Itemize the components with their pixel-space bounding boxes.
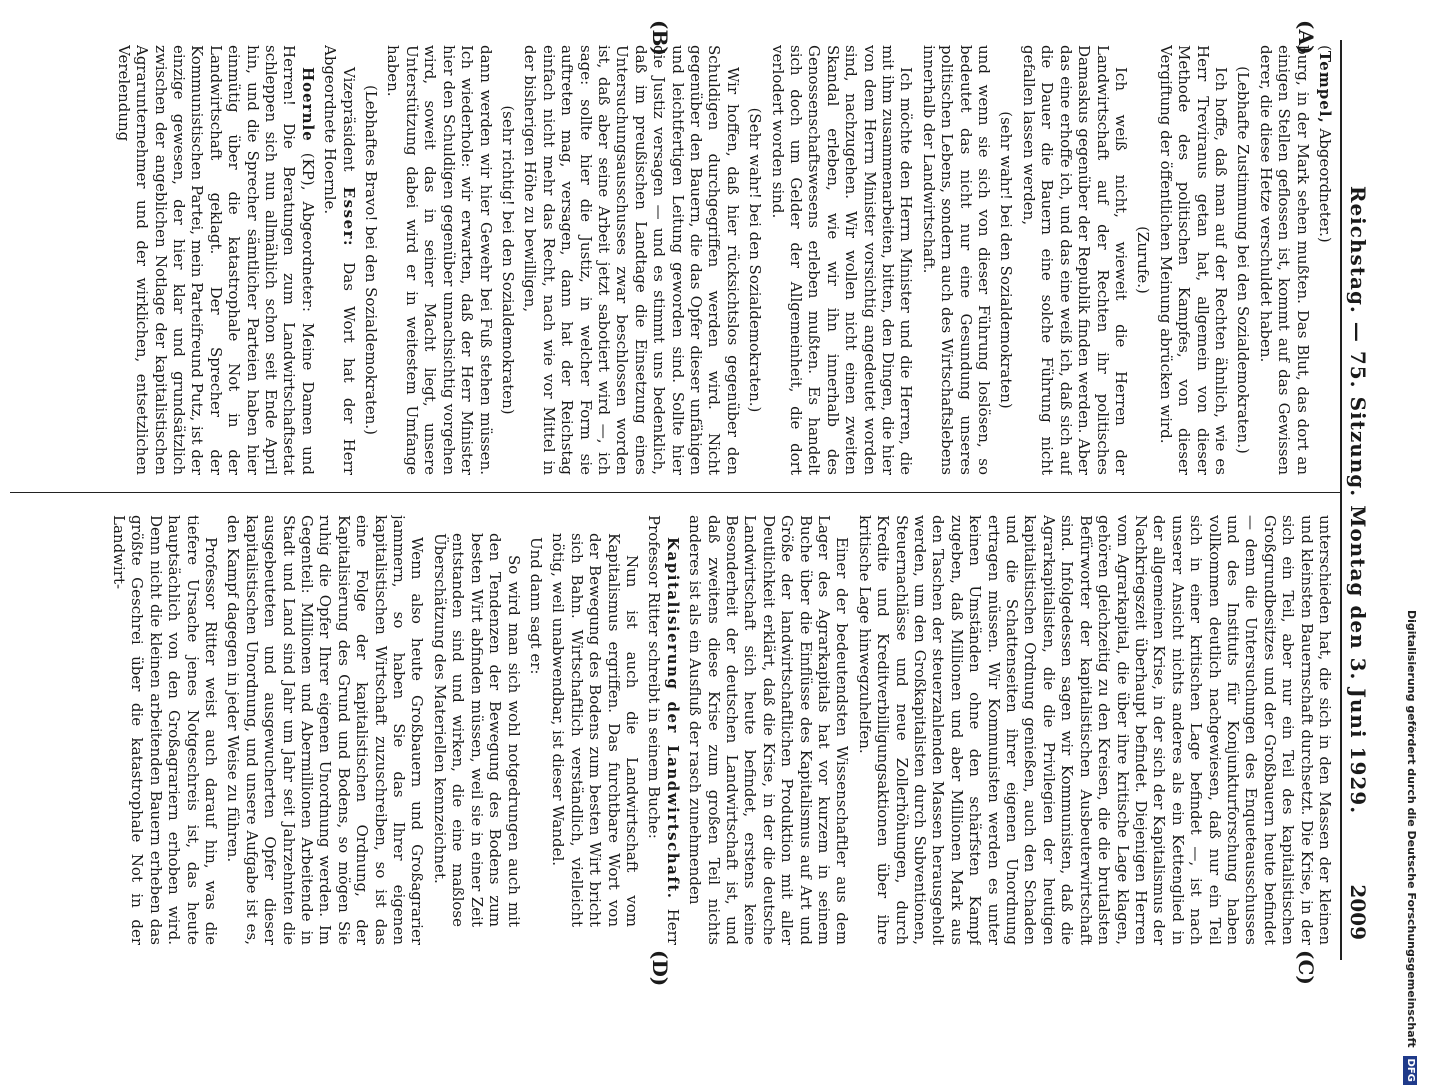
page-number: 2009: [1346, 884, 1370, 940]
paragraph: Wir hoffen, daß hier rücksichtslos gegenüber den Schuldigen durchgegriffen werden wird. Nicht gegenüber den Bauern, die das Opfer dieser unfähigen und leichtfertigen Leitung geworden sind. Sollte hier die Justiz versagen — und es stimmt uns bedenklich, daß im preußischen Landtage die Einsetzung eines Untersuchungsausschusses zwar beschlossen worden ist, daß aber seine Arbeit jetzt sabotiert wird —, ich sage: sollte hier die Justiz, in welcher Form sie auftreten mag, versagen, dann hat der Reichstag einfach nicht mehr das Recht, nach wie vor Mittel in der bisherigen Höhe zu bewilligen,: [521, 45, 742, 475]
interjection: (Lebhaftes Bravo! bei den Sozialdemokraten.): [362, 84, 381, 436]
paragraph: Und dann sagt er:: [526, 537, 545, 675]
right-column: [8, 515, 1334, 945]
speaker-name: Hoernle: [298, 67, 317, 142]
credit-text: Digitalisierung gefördert durch die Deutsche Forschungsgemeinschaft: [1405, 610, 1418, 1048]
paragraph: und wenn sie sich von dieser Führung loslösen, so bedeutet das nicht nur eine Gesundung unseres politischen Lebens, sondern auch des Wirtschaftslebens innerhalb der Landwirtschaft.: [919, 45, 994, 475]
dfg-logo: DFG: [1403, 1056, 1417, 1085]
margin-marker-a: (A): [1294, 20, 1318, 55]
speech-text: (KP), Abgeordneter: Meine Damen und Herren! Die Beratungen zum Landwirtschaftsetat schleppen sich nun allmählich schon seit Ende April hin, und die Sprecher sämtlicher Parteien haben hier einmütig über die katastrophale Not in der Landwirtschaft geklagt. Der Sprecher der Kommunistischen Partei, mein Parteifreund Putz, ist der einzige gewesen, der hier klar und grundsätzlich zwischen der angeblichen Notlage der kapitalistischen Agrarunternehmer und der wirklichen, entsetzlichen Verelendung: [114, 45, 317, 475]
paragraph: Ich hoffe, daß man auf der Rechten ähnlich, wie es Herr Treviranus getan hat, allgemein von dieser Methode des politischen Kampfes, von dieser Vergiftung der öffentlichen Meinung abrücken wird.: [1156, 45, 1230, 475]
header-rule: [1340, 40, 1342, 960]
chair-statement: Das Wort hat der Herr Abgeordnete Hoernle.: [321, 45, 358, 475]
paragraph: [645, 515, 682, 945]
quotation: Nun ist auch die Landwirtschaft vom Kapitalismus ergriffen. Das furchtbare Wort von der Bewegung des Bodens zum besten Wirt bricht sich Bahn. Wirtschaftlich verständlich, vielleicht nötig, weil unabwendbar, ist dieser Wandel.: [549, 533, 641, 927]
paragraph: dann werden wir hier Gewehr bei Fuß stehen müssen. Ich wiederhole: wir erwarten, daß der Herr Minister hier den Schuldigen gegenüber unnachsichtig vorgehen wird, soweit das in seiner Macht liegt, unsere Unterstützung dabei wird er in weitestem Umfange haben.: [384, 45, 495, 475]
left-column: [8, 45, 1334, 475]
interjection: (sehr wahr! bei den Sozialdemokraten): [997, 111, 1016, 409]
speaker-name: Tempel,: [1316, 50, 1334, 124]
interjection: (Lebhafte Zustimmung bei den Sozialdemokraten.): [1234, 66, 1253, 454]
interjection: (Sehr wahr! bei den Sozialdemokraten.): [746, 107, 765, 413]
paragraph-end: Herr Professor Ritter schreibt in seinem Buche:: [645, 515, 682, 945]
margin-marker-d: (D): [648, 950, 672, 987]
header-title: Reichstag. — 75. Sitzung. Montag den 3. Juni 1929.: [1346, 185, 1370, 815]
chair-title: Vizepräsident: [339, 67, 358, 172]
paragraph: Wenn also heute Großbauern und Großagrarier jammern, so haben Sie das Ihrer eigenen kapitalistischen Wirtschaft zuzuschreiben, so ist das eine Folge der kapitalistischen Ordnung, der Kapitalisierung des Grund und Bodens, so mögen Sie ruhig die Opfer Ihrer eigenen Unordnung werden. Im Gegenteil: Millionen und Abermillionen Arbeitende in Stadt und Land sind Jahr um Jahr seit Jahrzehnten die ausgebeuteten und ausgewucherten Opfer dieser kapitalistischen Unordnung, und unsere Aufgabe ist es, den Kampf dagegen in jeder Weise zu führen.: [224, 515, 427, 945]
margin-marker-b: (B): [648, 20, 672, 56]
emphasis: Kapitalisierung der Landwirtschaft.: [663, 537, 682, 900]
paragraph: [114, 45, 316, 475]
chair-name: Esser:: [339, 186, 358, 248]
interjection: (Zurufe.): [1134, 226, 1153, 294]
paragraph: [321, 45, 358, 475]
interjection: (sehr richtig! bei den Sozialdemokraten): [498, 105, 517, 415]
paragraph: Einer der bedeutendsten Wissenschaftler aus dem Lager des Agrarkapitals hat vor kurzem in seinem Buche über die Einflüsse des Kapitalismus auf Art und Größe der landwirtschaftlichen Produktion mit aller Deutlichkeit erklärt, daß die Krise, in der die deutsche Landwirtschaft sich heute befindet, erstens keine Besonderheit der deutschen Landwirtschaft ist, und daß zweitens diese Krise zum großen Teil nichts anderes ist als ein Ausfluß der rasch zunehmenden: [686, 515, 852, 945]
paragraph: unterschieden hat, die sich in den Massen der kleinen und kleinsten Bauernschaft durchsetzt. Die Krise, in der sich ein Teil, aber nur ein Teil des kapitalistischen Großgrundbesitzes und der Großbauern heute befindet — denn die Untersuchungen des Enqueteausschusses und des Instituts für Konjunkturforschung haben vollkommen deutlich nachgewiesen, daß nur ein Teil sich in einer kritischen Lage befindet —, ist nach unserer Ansicht nichts anderes als ein Kettenglied in der allgemeinen Krise, in der sich der Kapitalismus der Nachkriegszeit überhaupt befindet. Diejenigen Herren vom Agrarkapital, die über ihre kritische Lage klagen, gehören gleichzeitig zu den Kreisen, die die brutalsten Befürworter der kapitalistischen Ausbeuterwirtschaft sind. Infolgedessen sagen wir Kommunisten, daß die Agrarkapitalisten, die die Privilegien der heutigen kapitalistischen Ordnung genießen, auch den Schaden und die Schattenseiten ihrer eigenen Unordnung ertragen müssen. Wir Kommunisten werden es unter keinen Umständen ohne den schärfsten Kampf zugeben, daß Millionen und aber Millionen Mark aus den Taschen der steuerzahlenden Massen herausgeholt werden, um den Großkapitalisten durch Subventionen, Steuernachlässe und neue Zollerhöhungen, durch Kredite und Kreditverbilligungsaktionen über ihre kritische Lage hinwegzuhelfen.: [855, 515, 1334, 945]
column-divider: [10, 492, 1340, 493]
quotation: So wird man sich wohl notgedrungen auch mit den Tendenzen der Bewegung des Bodens zum besten Wirt abfinden müssen, weil sie in einer Zeit entstanden sind und wirken, die eine maßlose Überschätzung des Materiellen kennzeichnet.: [430, 533, 523, 927]
speaker-role: Abgeordneter.): [1316, 128, 1334, 243]
margin-marker-c: (C): [1294, 950, 1318, 985]
paragraph: (Tempel, Abgeordneter.): [1316, 45, 1334, 243]
paragraph: Ich weiß nicht, wieweit die Herren der Landwirtschaft auf der Rechten ihr politisches Damaskus gegenüber der Republik finden werden. Aber das eine erhoffe ich, und das eine weiß ich, daß sich auf die Dauer die Bauern eine solche Führung nicht gefallen lassen werden,: [1019, 45, 1130, 475]
digitization-credit: [1400, 610, 1430, 1082]
paragraph: Professor Ritter weist auch darauf hin, was die tiefere Ursache jenes Notgeschreis ist, das heute hauptsächlich von den Großagrariern erhoben wird. Denn nicht die kleinen arbeitenden Bauern erheben das größte Geschrei über die katastrophale Not in der Landwirt-: [110, 515, 221, 945]
paragraph: Ich möchte den Herrn Minister und die Herren, die mit ihm zusammenarbeiten, bitten, den Dingen, die hier von dem Herrn Minister vorsichtig angedeutet worden sind, nachzugehen. Wir wollen nicht einen zweiten Skandal erleben, wie wir ihn innerhalb des Genossenschaftswesens erleben mußten. Es handelt sich doch um Gelder der Allgemeinheit, die dort verlodert worden sind.: [768, 45, 916, 475]
paragraph: burg, in der Mark sehen mußten. Das Blut, das dort an einigen Stellen geflossen ist, kommt auf das Gewissen derer, die diese Hetze verschuldet haben.: [1256, 45, 1312, 475]
page-header: [1344, 60, 1372, 940]
